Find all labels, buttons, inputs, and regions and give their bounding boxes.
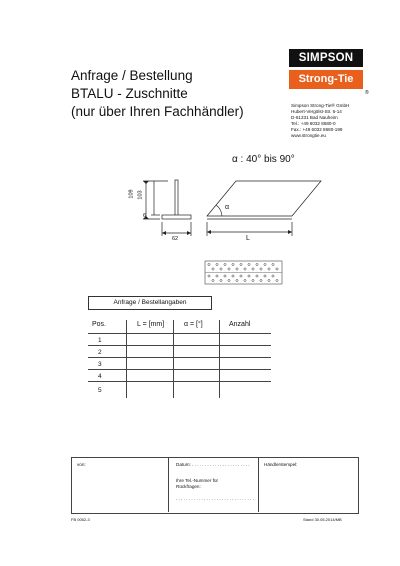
dim-label-62: 62 bbox=[172, 236, 179, 242]
address-web: www.strongtie.eu bbox=[291, 133, 326, 138]
dim-label-103: 103 bbox=[137, 190, 144, 200]
address-street: Hubert-Vergölst-Str. 6-14 bbox=[291, 109, 342, 114]
page-title-line1: Anfrage / Bestellung bbox=[71, 68, 193, 83]
phone-label-line2: Rückfragen: bbox=[176, 484, 201, 489]
registered-mark: ® bbox=[365, 90, 369, 96]
page-title-line3: (nur über Ihren Fachhändler) bbox=[71, 104, 244, 119]
address-city: D-61231 Bad Nauheim bbox=[291, 115, 338, 120]
phone-field[interactable]: . . . . . . . . . . . . . . . . . . . . . . . . . . . . . . . bbox=[176, 496, 254, 501]
order-section-label: Anfrage / Bestellangaben bbox=[88, 296, 212, 310]
header-angle: α = [°] bbox=[184, 321, 203, 328]
table-row-1: 1 bbox=[98, 337, 102, 344]
address-company: Simpson Strong-Tie® GmbH bbox=[291, 103, 350, 108]
dim-label-L: L bbox=[246, 235, 250, 242]
table-row-2: 2 bbox=[98, 349, 102, 356]
header-length: L = [mm] bbox=[137, 321, 165, 328]
profile-flange bbox=[162, 215, 191, 219]
document-code: FB 0052-3 bbox=[71, 517, 90, 522]
logo-strong-tie: Strong-Tie bbox=[289, 70, 363, 89]
logo-simpson: SIMPSON bbox=[289, 49, 363, 67]
phone-label-line1: Ihre Tel.-Nummer für bbox=[176, 478, 219, 483]
table-row-4: 4 bbox=[98, 373, 102, 380]
dim-label-6: 6 bbox=[143, 213, 147, 219]
angle-symbol: α bbox=[225, 204, 230, 211]
page-title-line2: BTALU - Zuschnitte bbox=[71, 86, 188, 101]
date-field[interactable]: Datum: . . . . . . . . . . . . . . . . . . . . . . . bbox=[176, 462, 250, 467]
table-row-3: 3 bbox=[98, 361, 102, 368]
dealer-stamp-label: Händlerstempel: bbox=[264, 462, 298, 467]
header-quantity: Anzahl bbox=[229, 321, 251, 328]
table-row-5: 5 bbox=[98, 387, 102, 394]
address-fax: Fax.: +49 6032 8680-199 bbox=[291, 127, 343, 132]
angle-range-note: α : 40° bis 90° bbox=[232, 154, 295, 165]
perforated-strip bbox=[205, 261, 282, 284]
from-label: von: bbox=[77, 462, 86, 467]
header-pos: Pos. bbox=[92, 321, 107, 328]
dim-label-109: 109 bbox=[128, 189, 135, 199]
address-tel: Tel.: +49 6032 8680-0 bbox=[291, 121, 336, 126]
profile-web bbox=[175, 180, 178, 216]
document-date: Stand 30.05.2014/MB bbox=[303, 517, 342, 522]
